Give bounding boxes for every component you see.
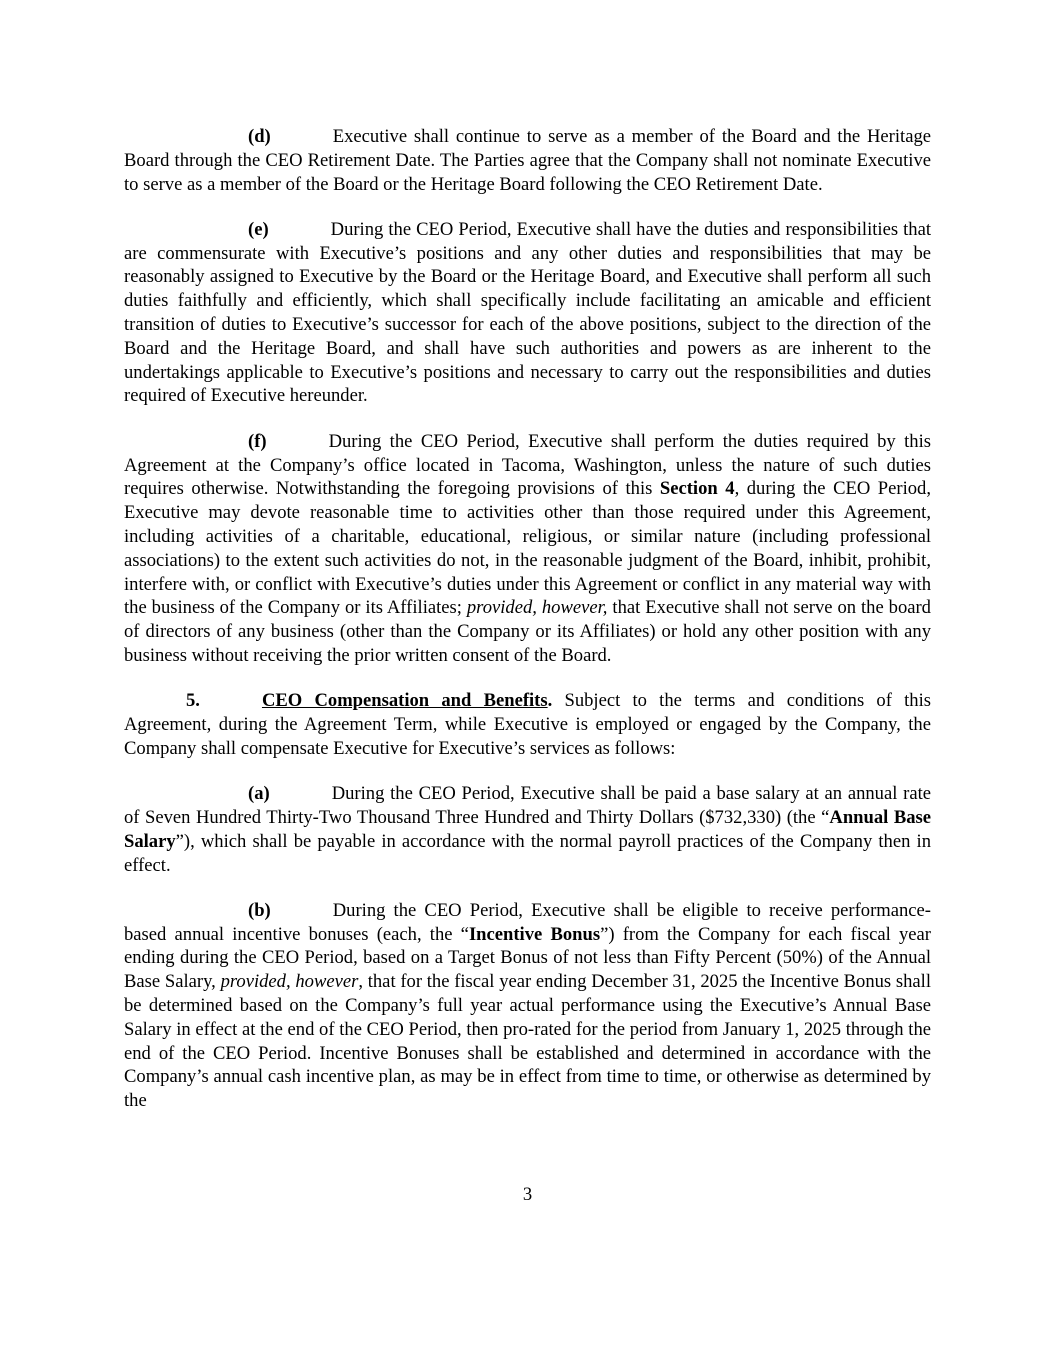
section-4-reference: Section 4 [659,478,735,500]
paragraph-f-text-3: that Executive shall not serve on the board of directors of any business (other than the Company or its Affiliates) or hold any other position with any business without receiving the prior written consent of the Board. [124,597,931,666]
paragraph-d [124,125,931,196]
paragraph-e-label: (e) [248,218,269,240]
section-5-heading: CEO Compensation and Benefits [261,690,548,712]
paragraph-b-text-1: During the CEO Period, Executive shall be eligible to receive performance-based annual incentive bonuses (each, the “ [124,899,931,945]
paragraph-d-text: Executive shall continue to serve as a member of the Board and the Heritage Board through the CEO Retirement Date. The Parties agree that the Company shall not nominate Executive to serve as a member of the Board or the Heritage Board following the CEO Retirement Date. [124,126,931,195]
incentive-bonus-term: Incentive Bonus [468,923,601,945]
paragraph-a-text-2: ”), which shall be payable in accordance with the normal payroll practices of the Company then in effect. [124,830,931,876]
paragraph-f [124,430,931,668]
page-number: 3 [522,1184,533,1205]
paragraph-b-proviso: provided, however [220,971,359,993]
section-5-number: 5. [186,690,200,712]
paragraph-e [124,218,931,408]
section-5-heading-period: . [547,690,553,712]
paragraph-b-label: (b) [248,899,271,921]
paragraph-a-text-1: During the CEO Period, Executive shall be paid a base salary at an annual rate of Seven Hundred Thirty-Two Thousand Three Hundred and Thirty Dollars ($732,330) (the “ [124,783,931,828]
paragraph-b [124,899,931,1113]
document-page [124,125,931,1134]
paragraph-f-proviso: provided, however, [466,597,608,619]
paragraph-b-text-2: ”) from the Company for each fiscal year ending during the CEO Period, based on a Target Bonus of not less than Fifty Percent (50%) of the Annual Base Salary, [124,923,931,993]
section-5-text: Subject to the terms and conditions of this Agreement, during the Agreement Term, while Executive is employed or engaged by the Company, the Company shall compensate Executive for Executive’s services as follows: [124,690,931,759]
paragraph-f-label: (f) [248,430,267,452]
paragraph-e-text: During the CEO Period, Executive shall have the duties and responsibilities that are commensurate with Executive’s positions and any other duties and responsibilities that may be reasonably assigned to Executive by the Board or the Heritage Board, and Executive shall perform all such duties faithfully and efficiently, which shall specifically include facilitating an amicable and efficient transition of duties to Executive’s successor for each of the above positions, subject to the direction of the Board and the Heritage Board, and shall have such authorities and powers as are inherent to the undertakings applicable to Executive’s positions and necessary to carry out the responsibilities and duties required of Executive hereunder. [124,218,931,407]
paragraph-d-label: (d) [248,126,271,147]
paragraph-f-text-2: , during the CEO Period, Executive may devote reasonable time to activities other than those required under this Agreement, including activities of a charitable, educational, religious, or similar nature (including professional associations) to the extent such activities do not, in the reasonable judgment of the Board, inhibit, prohibit, interfere with, or conflict with Executive’s duties under this Agreement or conflict in any material way with the business of the Company or its Affiliates; [124,478,932,619]
paragraph-a-label: (a) [248,783,270,805]
paragraph-f-text-1: During the CEO Period, Executive shall perform the duties required by this Agreement at the Company’s office located in Tacoma, Washington, unless the nature of such duties requires otherwise. Notwithstanding the foregoing provisions of this [124,430,931,500]
paragraph-a [124,782,931,877]
section-5 [124,689,931,760]
annual-base-salary-term: Annual Base Salary [124,806,932,852]
paragraph-b-text-3: , that for the fiscal year ending December 31, 2025 the Incentive Bonus shall be determined based on the Company’s full year actual performance using the Executive’s Annual Base Salary in effect at the end of the CEO Period, then pro-rated for the period from January 1, 2025 through the end of the CEO Period. Incentive Bonuses shall be established and determined in accordance with the Company’s annual cash incentive plan, as may be in effect from time to time, or otherwise as determined by the [124,971,931,1112]
